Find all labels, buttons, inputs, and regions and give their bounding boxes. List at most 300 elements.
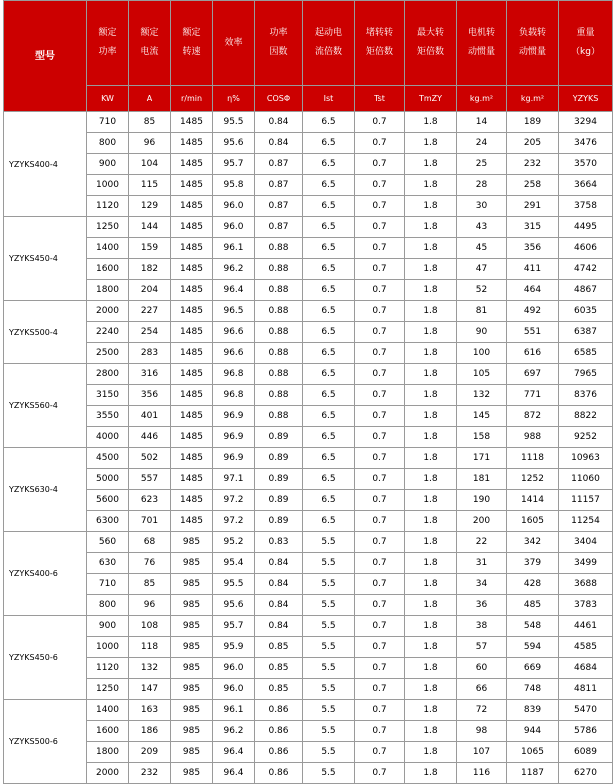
table-cell: 95.6 [213,133,255,154]
table-cell: 0.7 [355,364,405,385]
table-cell: 45 [457,238,507,259]
table-cell: 1485 [171,280,213,301]
table-cell: 1485 [171,511,213,532]
table-cell: 190 [457,490,507,511]
header-cell: 额定 转速 [171,1,213,86]
table-cell: 98 [457,721,507,742]
header-cell: 功率 因数 [255,1,303,86]
table-cell: 1.8 [405,553,457,574]
table-cell: 1252 [507,469,559,490]
table-cell: 1485 [171,154,213,175]
table-cell: 38 [457,616,507,637]
table-cell: 5.5 [303,700,355,721]
table-row [4,742,613,763]
table-header [4,1,613,112]
table-cell: 630 [87,553,129,574]
table-cell: 116 [457,763,507,784]
table-cell: 6.5 [303,301,355,322]
table-cell: 8822 [559,406,613,427]
table-cell: 96.4 [213,280,255,301]
table-cell: 0.88 [255,301,303,322]
table-cell: 96.8 [213,385,255,406]
table-cell: 594 [507,637,559,658]
table-cell: 800 [87,133,129,154]
table-cell: 5.5 [303,658,355,679]
table-cell: 96.2 [213,721,255,742]
table-cell: 0.85 [255,679,303,700]
table-cell: 0.7 [355,259,405,280]
table-cell: 291 [507,196,559,217]
table-row [4,679,613,700]
table-cell: 0.7 [355,595,405,616]
table-cell: 900 [87,154,129,175]
table-cell: 985 [171,658,213,679]
model-name: YZYKS630-4 [4,448,87,532]
table-cell: 1000 [87,637,129,658]
table-cell: 5.5 [303,553,355,574]
table-cell: 107 [457,742,507,763]
table-cell: 0.88 [255,238,303,259]
table-cell: 0.7 [355,553,405,574]
table-cell: 669 [507,658,559,679]
table-cell: 1.8 [405,175,457,196]
table-cell: 1.8 [405,448,457,469]
table-cell: 34 [457,574,507,595]
table-cell: 1.8 [405,658,457,679]
table-cell: 315 [507,217,559,238]
unit-cell: KW [87,86,129,112]
table-cell: 3550 [87,406,129,427]
table-cell: 3570 [559,154,613,175]
table-cell: 1.8 [405,700,457,721]
model-name: YZYKS450-4 [4,217,87,301]
table-cell: 0.7 [355,658,405,679]
table-cell: 0.86 [255,763,303,784]
table-cell: 60 [457,658,507,679]
table-cell: 623 [129,490,171,511]
table-cell: 95.9 [213,637,255,658]
table-cell: 4742 [559,259,613,280]
table-cell: 6.5 [303,448,355,469]
table-cell: 0.84 [255,574,303,595]
table-cell: 68 [129,532,171,553]
table-cell: 1.8 [405,406,457,427]
table-cell: 0.7 [355,616,405,637]
table-cell: 0.7 [355,280,405,301]
table-cell: 232 [507,154,559,175]
table-cell: 4811 [559,679,613,700]
table-cell: 2000 [87,763,129,784]
table-cell: 1.8 [405,322,457,343]
table-cell: 0.89 [255,511,303,532]
table-cell: 0.88 [255,259,303,280]
table-cell: 356 [507,238,559,259]
table-cell: 1485 [171,406,213,427]
table-cell: 0.7 [355,343,405,364]
table-row [4,700,613,721]
table-cell: 96.5 [213,301,255,322]
table-cell: 1.8 [405,469,457,490]
table-cell: 0.88 [255,364,303,385]
table-cell: 1485 [171,175,213,196]
table-cell: 47 [457,259,507,280]
unit-cell: kg.m² [457,86,507,112]
table-cell: 401 [129,406,171,427]
table-cell: 1600 [87,259,129,280]
table-row [4,301,613,322]
table-cell: 985 [171,574,213,595]
table-cell: 5.5 [303,595,355,616]
table-cell: 95.2 [213,532,255,553]
header-cell: 重量 （kg） [559,1,613,86]
table-cell: 1605 [507,511,559,532]
table-cell: 0.7 [355,448,405,469]
table-cell: 6387 [559,322,613,343]
table-cell: 800 [87,595,129,616]
table-cell: 227 [129,301,171,322]
table-cell: 25 [457,154,507,175]
table-cell: 96.9 [213,406,255,427]
table-cell: 1120 [87,196,129,217]
table-cell: 985 [171,637,213,658]
table-cell: 5786 [559,721,613,742]
table-cell: 1.8 [405,679,457,700]
table-cell: 108 [129,616,171,637]
table-cell: 1.8 [405,280,457,301]
table-cell: 200 [457,511,507,532]
table-cell: 1800 [87,280,129,301]
table-cell: 6.5 [303,490,355,511]
table-cell: 6089 [559,742,613,763]
table-cell: 163 [129,700,171,721]
table-cell: 6.5 [303,427,355,448]
table-cell: 551 [507,322,559,343]
unit-cell: Ist [303,86,355,112]
table-cell: 1.8 [405,511,457,532]
unit-cell: η% [213,86,255,112]
table-cell: 6.5 [303,469,355,490]
table-cell: 28 [457,175,507,196]
unit-cell: Tst [355,86,405,112]
table-cell: 985 [171,721,213,742]
table-cell: 0.7 [355,721,405,742]
header-cell: 额定 功率 [87,1,129,86]
table-cell: 988 [507,427,559,448]
table-cell: 0.7 [355,238,405,259]
table-cell: 502 [129,448,171,469]
table-cell: 1.8 [405,301,457,322]
table-row [4,259,613,280]
table-row [4,469,613,490]
table-row [4,343,613,364]
table-cell: 1.8 [405,490,457,511]
table-cell: 8376 [559,385,613,406]
table-cell: 0.88 [255,385,303,406]
header-cell: 最大转 矩倍数 [405,1,457,86]
table-cell: 1.8 [405,385,457,406]
table-cell: 6.5 [303,511,355,532]
table-cell: 985 [171,553,213,574]
table-cell: 1414 [507,490,559,511]
table-cell: 254 [129,322,171,343]
table-cell: 159 [129,238,171,259]
table-row [4,217,613,238]
table-cell: 1.8 [405,154,457,175]
table-cell: 0.7 [355,112,405,133]
table-row [4,196,613,217]
table-cell: 985 [171,595,213,616]
table-cell: 1.8 [405,616,457,637]
table-cell: 132 [457,385,507,406]
table-cell: 379 [507,553,559,574]
table-cell: 181 [457,469,507,490]
table-cell: 95.7 [213,154,255,175]
table-cell: 132 [129,658,171,679]
table-cell: 0.7 [355,532,405,553]
table-cell: 2240 [87,322,129,343]
unit-cell: A [129,86,171,112]
table-cell: 145 [457,406,507,427]
table-cell: 0.84 [255,553,303,574]
table-cell: 0.84 [255,595,303,616]
table-cell: 1.8 [405,133,457,154]
table-row [4,616,613,637]
table-cell: 97.2 [213,511,255,532]
header-cell: 电机转 动惯量 [457,1,507,86]
table-cell: 1485 [171,196,213,217]
table-cell: 1.8 [405,532,457,553]
table-cell: 1485 [171,364,213,385]
table-cell: 96.4 [213,742,255,763]
table-cell: 7965 [559,364,613,385]
table-cell: 0.7 [355,301,405,322]
table-cell: 1.8 [405,364,457,385]
table-cell: 1120 [87,658,129,679]
table-cell: 95.4 [213,553,255,574]
table-cell: 96.9 [213,427,255,448]
table-cell: 1250 [87,679,129,700]
header-cell: 额定 电流 [129,1,171,86]
table-cell: 1485 [171,217,213,238]
table-cell: 1485 [171,322,213,343]
table-cell: 6.5 [303,217,355,238]
model-name: YZYKS500-4 [4,301,87,364]
table-cell: 697 [507,364,559,385]
table-cell: 4606 [559,238,613,259]
table-cell: 189 [507,112,559,133]
table-cell: 3499 [559,553,613,574]
table-cell: 1485 [171,133,213,154]
table-cell: 0.83 [255,532,303,553]
table-cell: 0.88 [255,280,303,301]
table-cell: 3476 [559,133,613,154]
table-cell: 0.84 [255,616,303,637]
table-cell: 0.7 [355,574,405,595]
table-cell: 171 [457,448,507,469]
table-cell: 144 [129,217,171,238]
table-row [4,175,613,196]
table-row [4,406,613,427]
table-cell: 985 [171,679,213,700]
table-cell: 560 [87,532,129,553]
table-cell: 5600 [87,490,129,511]
table-cell: 97.2 [213,490,255,511]
table-cell: 90 [457,322,507,343]
table-cell: 96.0 [213,658,255,679]
table-cell: 0.7 [355,154,405,175]
table-cell: 30 [457,196,507,217]
table-cell: 701 [129,511,171,532]
table-cell: 0.7 [355,385,405,406]
header-model: 型号 [4,1,87,112]
table-row [4,574,613,595]
table-row [4,490,613,511]
table-cell: 710 [87,574,129,595]
table-cell: 96.6 [213,322,255,343]
table-cell: 6.5 [303,133,355,154]
table-cell: 97.1 [213,469,255,490]
table-cell: 209 [129,742,171,763]
table-cell: 6270 [559,763,613,784]
table-cell: 1800 [87,742,129,763]
table-cell: 232 [129,763,171,784]
table-row [4,511,613,532]
table-cell: 1.8 [405,217,457,238]
table-cell: 31 [457,553,507,574]
table-cell: 5.5 [303,532,355,553]
table-cell: 0.7 [355,490,405,511]
table-cell: 4495 [559,217,613,238]
table-cell: 43 [457,217,507,238]
table-cell: 3783 [559,595,613,616]
table-cell: 6.5 [303,196,355,217]
table-cell: 1485 [171,490,213,511]
table-cell: 2800 [87,364,129,385]
table-cell: 1.8 [405,763,457,784]
table-cell: 5.5 [303,721,355,742]
table-cell: 0.84 [255,112,303,133]
table-cell: 3758 [559,196,613,217]
table-cell: 1.8 [405,595,457,616]
model-name: YZYKS400-6 [4,532,87,616]
table-cell: 0.89 [255,469,303,490]
table-row [4,532,613,553]
motor-spec-table [3,0,613,784]
table-cell: 0.7 [355,217,405,238]
table-cell: 11254 [559,511,613,532]
unit-cell: COSΦ [255,86,303,112]
table-cell: 1485 [171,259,213,280]
table-cell: 5.5 [303,742,355,763]
header-cell: 负载转 动惯量 [507,1,559,86]
table-cell: 1.8 [405,721,457,742]
table-cell: 115 [129,175,171,196]
table-cell: 557 [129,469,171,490]
table-cell: 1.8 [405,112,457,133]
table-row [4,112,613,133]
header-cell: 堵转转 矩倍数 [355,1,405,86]
table-cell: 5.5 [303,763,355,784]
table-cell: 1400 [87,238,129,259]
unit-cell: TmZY [405,86,457,112]
table-cell: 839 [507,700,559,721]
table-cell: 3294 [559,112,613,133]
table-row [4,595,613,616]
table-row [4,280,613,301]
table-cell: 186 [129,721,171,742]
table-cell: 1118 [507,448,559,469]
table-cell: 283 [129,343,171,364]
table-cell: 4000 [87,427,129,448]
table-cell: 6300 [87,511,129,532]
table-cell: 95.8 [213,175,255,196]
table-cell: 1187 [507,763,559,784]
table-cell: 411 [507,259,559,280]
table-cell: 3664 [559,175,613,196]
table-cell: 6.5 [303,343,355,364]
table-cell: 0.84 [255,133,303,154]
unit-cell: r/min [171,86,213,112]
table-cell: 985 [171,742,213,763]
table-cell: 446 [129,427,171,448]
table-cell: 492 [507,301,559,322]
table-cell: 96 [129,595,171,616]
table-cell: 95.5 [213,112,255,133]
table-cell: 118 [129,637,171,658]
table-cell: 985 [171,763,213,784]
table-cell: 0.85 [255,658,303,679]
table-cell: 6.5 [303,406,355,427]
table-cell: 105 [457,364,507,385]
table-cell: 985 [171,700,213,721]
table-cell: 204 [129,280,171,301]
table-cell: 1250 [87,217,129,238]
model-name: YZYKS400-4 [4,112,87,217]
table-cell: 548 [507,616,559,637]
table-cell: 0.86 [255,700,303,721]
table-cell: 316 [129,364,171,385]
unit-cell: YZYKS [559,86,613,112]
table-row [4,133,613,154]
table-cell: 428 [507,574,559,595]
table-cell: 6.5 [303,112,355,133]
table-cell: 1485 [171,469,213,490]
table-cell: 1485 [171,343,213,364]
table-cell: 5470 [559,700,613,721]
table-cell: 6.5 [303,154,355,175]
table-cell: 0.87 [255,217,303,238]
model-name: YZYKS500-6 [4,700,87,784]
table-cell: 1485 [171,385,213,406]
table-cell: 0.88 [255,322,303,343]
table-cell: 1.8 [405,637,457,658]
table-cell: 0.89 [255,427,303,448]
table-cell: 1485 [171,448,213,469]
table-cell: 0.87 [255,154,303,175]
table-row [4,427,613,448]
table-cell: 4585 [559,637,613,658]
model-name: YZYKS560-4 [4,364,87,448]
table-cell: 96.0 [213,679,255,700]
table-cell: 1065 [507,742,559,763]
table-cell: 96.4 [213,763,255,784]
table-cell: 96.0 [213,217,255,238]
table-cell: 6.5 [303,259,355,280]
table-cell: 342 [507,532,559,553]
table-cell: 5.5 [303,637,355,658]
table-row [4,385,613,406]
table-cell: 11157 [559,490,613,511]
